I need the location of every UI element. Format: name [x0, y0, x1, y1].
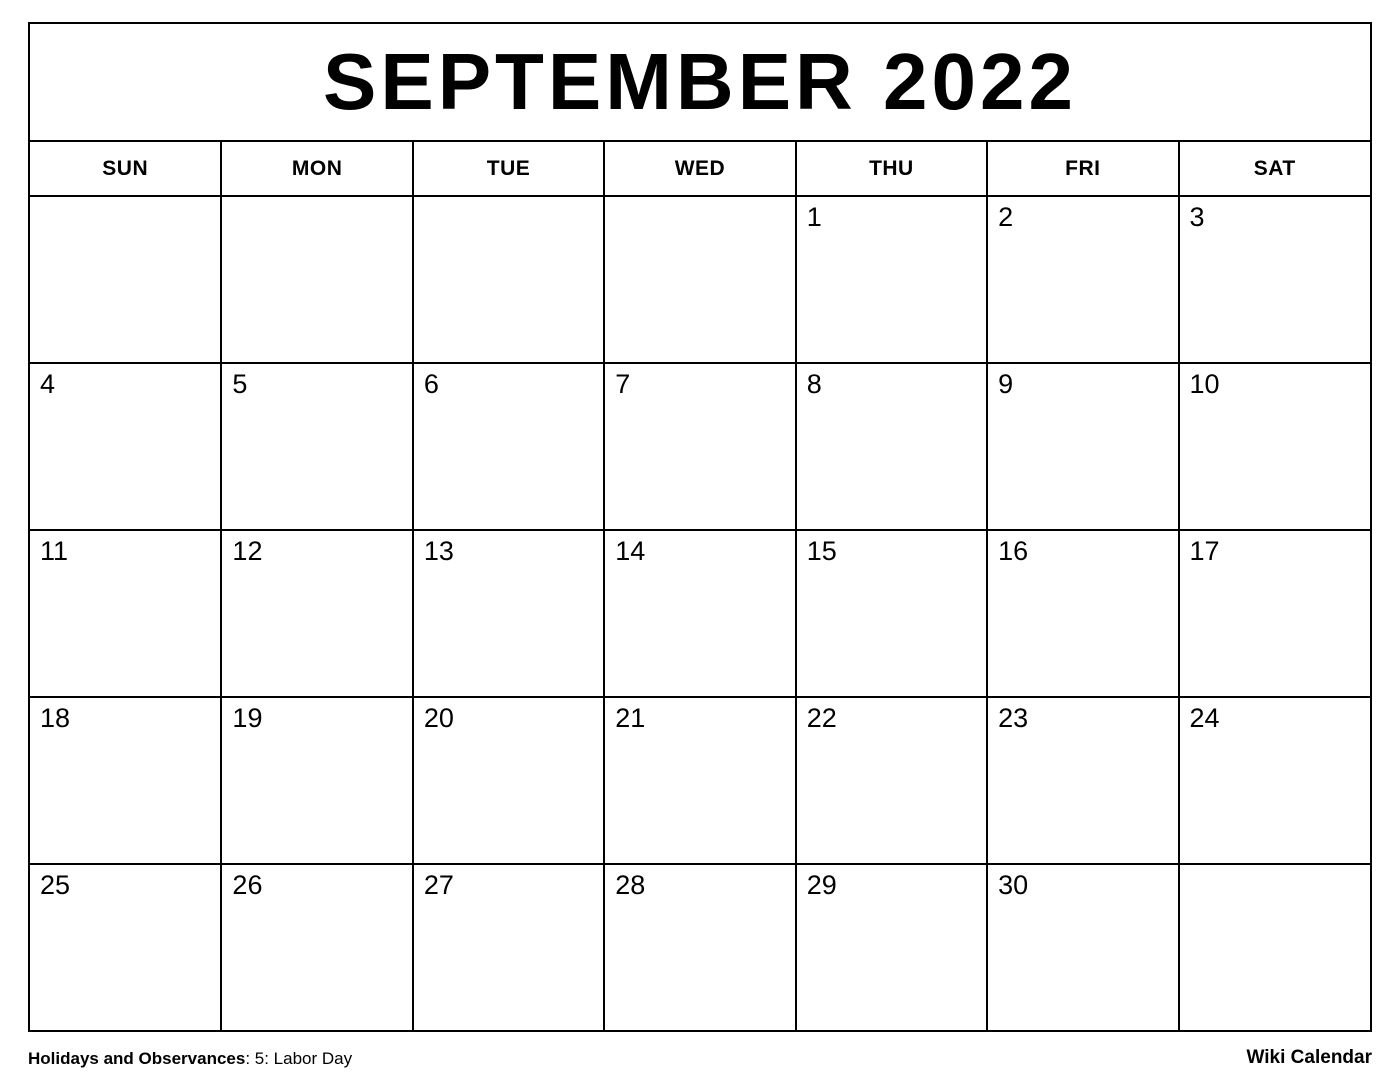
day-number: 2: [998, 202, 1014, 232]
calendar-header-row: [30, 142, 1370, 196]
holidays-label: Holidays and Observances: [28, 1049, 246, 1068]
day-cell[interactable]: [221, 530, 412, 697]
day-number: 26: [232, 870, 263, 900]
day-number: 7: [615, 369, 631, 399]
day-cell[interactable]: [796, 864, 987, 1031]
day-cell[interactable]: [987, 196, 1178, 363]
day-cell[interactable]: [30, 530, 221, 697]
day-number: 6: [423, 369, 439, 399]
day-cell[interactable]: [987, 697, 1178, 864]
day-number: 12: [232, 536, 263, 566]
day-cell[interactable]: [413, 196, 604, 363]
day-number: 21: [615, 703, 646, 733]
brand-label: Wiki Calendar: [1246, 1047, 1372, 1068]
day-cell[interactable]: [413, 363, 604, 530]
day-number: 5: [232, 369, 248, 399]
day-number: 10: [1189, 369, 1220, 399]
day-cell[interactable]: [221, 196, 412, 363]
day-cell[interactable]: [30, 196, 221, 363]
weekday-header-mon: MON: [221, 142, 412, 196]
day-number: 25: [40, 870, 71, 900]
day-number: 18: [40, 703, 71, 733]
calendar-week-row: [30, 697, 1370, 864]
day-number: 13: [423, 536, 454, 566]
day-number: 17: [1189, 536, 1220, 566]
day-number: 30: [998, 870, 1029, 900]
day-number: 28: [615, 870, 646, 900]
day-number: 20: [423, 703, 454, 733]
day-number: 24: [1189, 703, 1220, 733]
holidays-note: [28, 1049, 352, 1069]
day-number: 27: [423, 870, 454, 900]
weekday-header-sat: SAT: [1179, 142, 1370, 196]
day-number: 3: [1189, 202, 1205, 232]
calendar-container: [28, 22, 1372, 1032]
calendar-grid: [30, 142, 1370, 1032]
day-number: 23: [998, 703, 1029, 733]
calendar-week-row: [30, 530, 1370, 697]
calendar-body: [30, 196, 1370, 1031]
day-number: 11: [40, 536, 69, 566]
weekday-header-fri: FRI: [987, 142, 1178, 196]
day-cell[interactable]: [1179, 864, 1370, 1031]
day-cell[interactable]: [30, 864, 221, 1031]
page-title: SEPTEMBER 2022: [322, 37, 1078, 126]
holidays-value: 5: Labor Day: [254, 1049, 353, 1068]
day-cell[interactable]: [413, 697, 604, 864]
day-cell[interactable]: [987, 530, 1178, 697]
day-number: 8: [806, 369, 822, 399]
day-cell[interactable]: [1179, 196, 1370, 363]
day-cell[interactable]: [604, 697, 795, 864]
weekday-header-wed: WED: [604, 142, 795, 196]
day-cell[interactable]: [796, 363, 987, 530]
day-cell[interactable]: [1179, 530, 1370, 697]
day-cell[interactable]: [1179, 363, 1370, 530]
day-number: 16: [998, 536, 1029, 566]
weekday-header-thu: THU: [796, 142, 987, 196]
calendar-week-row: [30, 363, 1370, 530]
day-number: 1: [806, 202, 822, 232]
day-cell[interactable]: [30, 697, 221, 864]
day-cell[interactable]: [987, 363, 1178, 530]
day-cell[interactable]: [604, 864, 795, 1031]
day-cell[interactable]: [30, 363, 221, 530]
day-number: 4: [40, 369, 56, 399]
holidays-separator: :: [245, 1049, 255, 1068]
calendar-week-row: [30, 196, 1370, 363]
page-footer: [28, 1047, 1372, 1069]
weekday-header-sun: SUN: [30, 142, 221, 196]
calendar-week-row: [30, 864, 1370, 1031]
day-cell[interactable]: [796, 697, 987, 864]
day-number: 15: [806, 536, 837, 566]
day-cell[interactable]: [1179, 697, 1370, 864]
day-cell[interactable]: [604, 530, 795, 697]
day-cell[interactable]: [796, 530, 987, 697]
day-cell[interactable]: [221, 864, 412, 1031]
day-number: 14: [615, 536, 646, 566]
day-number: 9: [998, 369, 1014, 399]
day-number: 22: [806, 703, 837, 733]
day-cell[interactable]: [413, 864, 604, 1031]
day-number: 19: [232, 703, 263, 733]
weekday-header-tue: TUE: [413, 142, 604, 196]
day-cell[interactable]: [221, 697, 412, 864]
day-cell[interactable]: [221, 363, 412, 530]
day-number: 29: [806, 870, 837, 900]
day-cell[interactable]: [796, 196, 987, 363]
day-cell[interactable]: [413, 530, 604, 697]
day-cell[interactable]: [987, 864, 1178, 1031]
calendar-title-bar: [30, 24, 1370, 142]
day-cell[interactable]: [604, 363, 795, 530]
day-cell[interactable]: [604, 196, 795, 363]
